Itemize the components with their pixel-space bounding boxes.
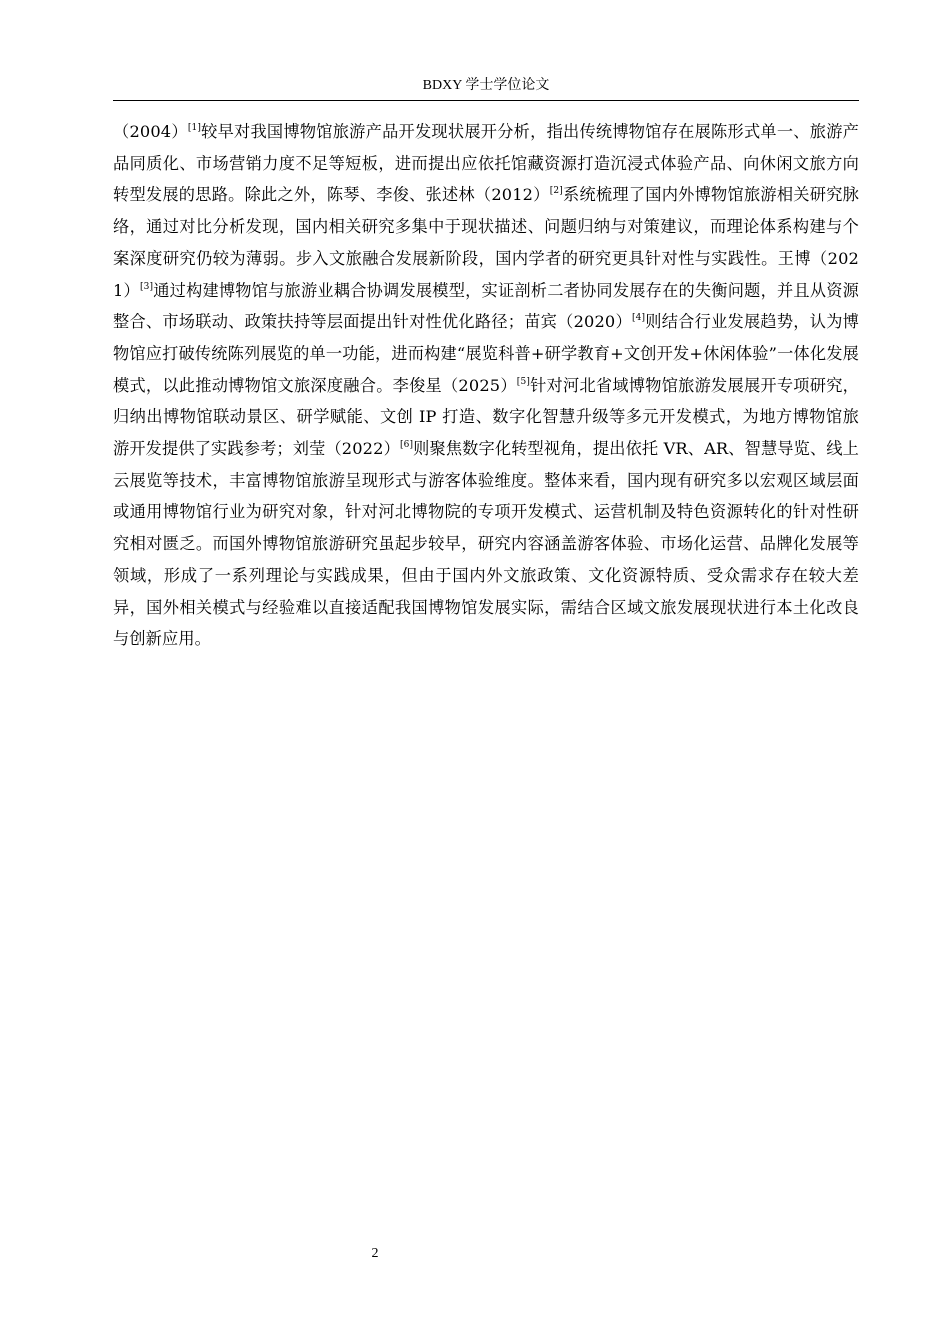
page-header: BDXY 学士学位论文 [422,78,550,93]
paragraph-text: 系统梳理了国内外博物馆旅游相关研究脉络，通过对比分析发现，国内相关研究多集中于现状描述、问题归纳与对策建议，而理论体系构建与个案深度研究仍较为薄弱。步入文旅融合发展新阶段，国内学者的研究更具针对性与实践性。王博（2021） [113,185,859,300]
page-number: 2 [371,1246,379,1261]
paragraph-text: 则聚焦数字化转型视角，提出依托 VR、AR、智慧导览、线上云展览等技术，丰富博物馆旅游呈现形式与游客体验维度。整体来看，国内现有研究多以宏观区域层面或通用博物馆行业为研究对象，针对河北博物院的专项开发模式、运营机制及特色资源转化的针对性研究相对匮乏。而国外博物馆旅游研究虽起步较早，研究内容涵盖游客体验、市场化运营、品牌化发展等领域，形成了一系列理论与实践成果，但由于国内外文旅政策、文化资源特质、受众需求存在较大差异，国外相关模式与经验难以直接适配我国博物馆发展实际，需结合区域文旅发展现状进行本土化改良与创新应用。 [113,439,860,649]
citation-ref-3: [3] [139,281,154,292]
citation-year: （2004） [113,122,188,141]
paragraph-text: 较早对我国博物馆旅游产品开发现状展开分析，指出传统博物馆存在展陈形式单一、旅游产品同质化、市场营销力度不足等短板，进而提出应依托馆藏资源打造沉浸式体验产品、向休闲文旅方向转型发展的思路。除此之外，陈琴、李俊、张述林（2012） [113,122,859,205]
citation-ref-1: [1] [187,123,202,133]
paragraph-text: 通过构建博物馆与旅游业耦合协调发展模型，实证剖析二者协同发展存在的失衡问题，并且从资源整合、市场联动、政策扶持等层面提出针对性优化路径；苗宾（2020） [113,280,859,332]
paragraph-text: 针对河北省域博物馆旅游发展展开专项研究，归纳出博物馆联动景区、研学赋能、文创 IP 打造、数字化智慧升级等多元开发模式，为地方博物馆旅游开发提供了实践参考；刘莹（2022） [113,375,859,459]
citation-ref-2: [2] [549,186,563,197]
citation-ref-5: [5] [516,376,530,387]
citation-ref-4: [4] [631,313,646,324]
paragraph-text: 则结合行业发展趋势，认为博物馆应打破传统陈列展览的单一功能，进而构建“展览科普+研学教育+文创开发+休闲体验”一体化发展模式，以此推动博物馆文旅深度融合。李俊星（2025） [113,312,859,395]
header-divider [113,100,859,101]
body-paragraph [113,116,859,655]
citation-ref-6: [6] [399,440,414,451]
